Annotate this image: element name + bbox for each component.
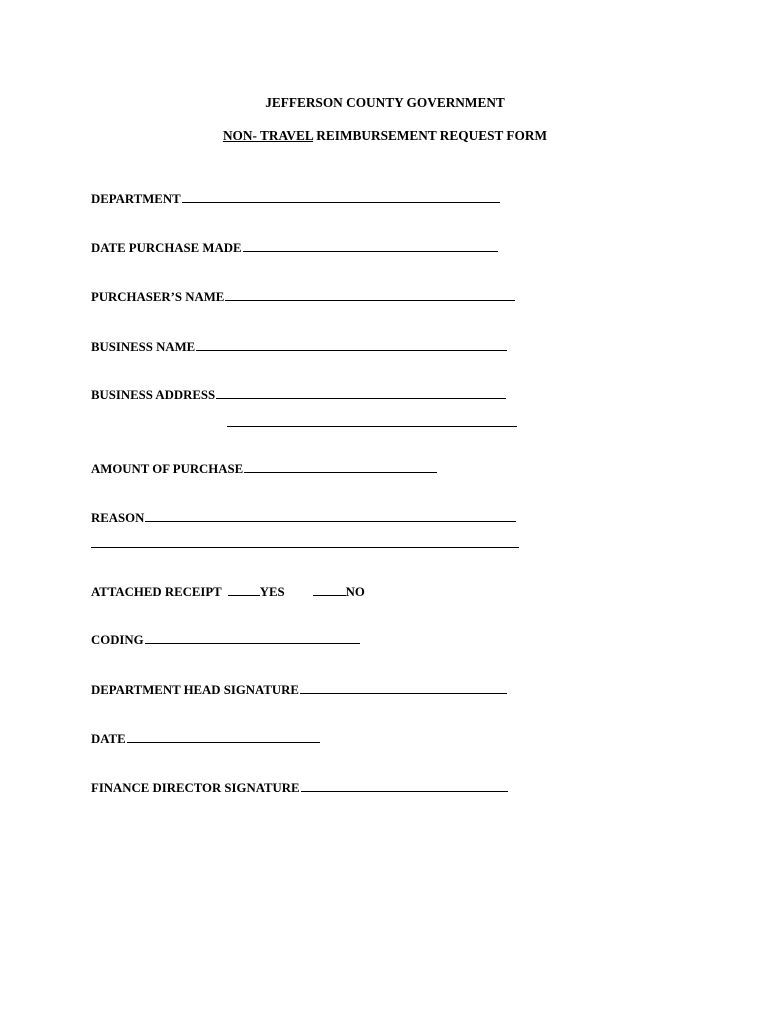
business-address-label: BUSINESS ADDRESS: [91, 388, 216, 402]
date-purchase-made-field: [91, 239, 498, 256]
date-field: [91, 730, 320, 747]
purchasers-name-field: [91, 288, 515, 305]
business-address-field: [91, 386, 506, 403]
date-purchase-made-label: DATE PURCHASE MADE: [91, 241, 242, 255]
finance-director-signature-field: [91, 779, 508, 796]
reason-line2-blank[interactable]: [91, 546, 519, 548]
department-head-signature-blank[interactable]: [300, 681, 507, 694]
form-title: JEFFERSON COUNTY GOVERNMENT: [265, 95, 505, 110]
receipt-no-label: NO: [345, 585, 365, 599]
date-purchase-made-blank[interactable]: [243, 239, 498, 252]
purchasers-name-blank[interactable]: [225, 288, 515, 301]
form-subtitle-rest: REIMBURSEMENT REQUEST FORM: [312, 128, 548, 143]
business-name-label: BUSINESS NAME: [91, 340, 196, 354]
finance-director-signature-label: FINANCE DIRECTOR SIGNATURE: [91, 781, 300, 795]
coding-label: CODING: [91, 633, 144, 647]
amount-of-purchase-label: AMOUNT OF PURCHASE: [91, 462, 244, 476]
department-label: DEPARTMENT: [91, 192, 181, 206]
reason-blank[interactable]: [145, 509, 516, 522]
attached-receipt-field: [91, 583, 365, 600]
amount-of-purchase-blank[interactable]: [244, 460, 437, 473]
amount-of-purchase-field: [91, 460, 437, 477]
business-name-blank[interactable]: [196, 338, 507, 351]
coding-field: [91, 631, 360, 648]
receipt-yes-label: YES: [259, 585, 285, 599]
date-label: DATE: [91, 732, 126, 746]
business-address-blank[interactable]: [216, 386, 506, 399]
finance-director-signature-blank[interactable]: [301, 779, 508, 792]
form-subtitle: [0, 128, 770, 144]
department-blank[interactable]: [182, 190, 500, 203]
business-address-line2-blank[interactable]: [227, 425, 517, 427]
business-name-field: [91, 338, 507, 355]
reason-field: [91, 509, 516, 526]
department-head-signature-label: DEPARTMENT HEAD SIGNATURE: [91, 683, 299, 697]
department-field: [91, 190, 500, 207]
purchasers-name-label: PURCHASER’S NAME: [91, 290, 225, 304]
form-subtitle-underlined: NON- TRAVEL: [222, 128, 313, 143]
department-head-signature-field: [91, 681, 507, 698]
receipt-yes-blank[interactable]: [228, 583, 260, 596]
coding-blank[interactable]: [145, 631, 360, 644]
receipt-no-blank[interactable]: [313, 583, 346, 596]
reason-label: REASON: [91, 511, 145, 525]
attached-receipt-label: ATTACHED RECEIPT: [91, 585, 222, 599]
date-blank[interactable]: [127, 730, 320, 743]
